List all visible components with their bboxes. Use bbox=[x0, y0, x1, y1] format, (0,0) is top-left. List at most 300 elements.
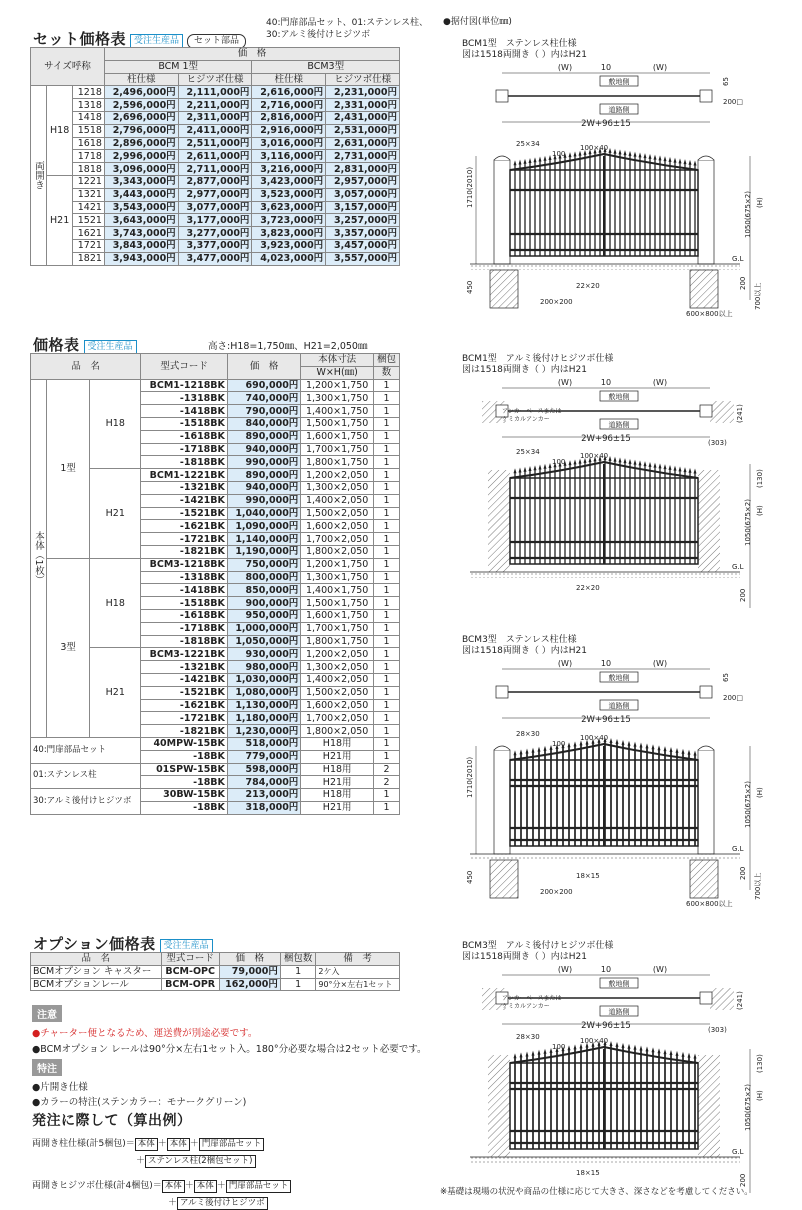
sikichi-label: 敷地側 bbox=[608, 980, 630, 988]
dimension: 1,600×1,750 bbox=[301, 430, 374, 443]
order-line-post: 両開き柱仕様(計5梱包)＝ 本体 ＋ 本体 ＋ 門扉部品セット bbox=[32, 1136, 291, 1151]
bar-spike bbox=[674, 158, 677, 163]
model-code: -18BK bbox=[141, 750, 228, 763]
bar-spike bbox=[544, 1049, 547, 1054]
option-code: BCM-OPR bbox=[161, 978, 219, 991]
post bbox=[494, 160, 510, 264]
post-cap bbox=[698, 156, 714, 160]
price-value: 2,531,000円 bbox=[326, 124, 400, 137]
dimension: 1,500×2,050 bbox=[301, 507, 374, 520]
price-value: 213,000円 bbox=[227, 789, 300, 802]
model-code: -1821BK bbox=[141, 725, 228, 738]
option-title-row bbox=[33, 933, 213, 954]
model-code: -1621BK bbox=[141, 699, 228, 712]
size-code: 1721 bbox=[73, 239, 105, 252]
dimension: 1,700×2,050 bbox=[301, 533, 374, 546]
wall-hatch bbox=[488, 470, 510, 572]
post bbox=[698, 750, 714, 854]
bar-spike bbox=[609, 148, 612, 153]
option-name: BCMオプションレール bbox=[31, 978, 162, 991]
price-value: 3,557,000円 bbox=[326, 252, 400, 265]
model-code: BCM3-1218BK bbox=[141, 558, 228, 571]
model-code: -1321BK bbox=[141, 661, 228, 674]
order-hiji-label: 両開きヒジツボ仕様(計4梱包)＝ bbox=[32, 1181, 162, 1191]
bar-spike bbox=[664, 1049, 667, 1054]
price-value: 2,616,000円 bbox=[252, 86, 326, 99]
price-value: 3,823,000円 bbox=[252, 227, 326, 240]
table-row bbox=[31, 111, 400, 124]
price-value: 2,831,000円 bbox=[326, 163, 400, 176]
bcm1-header: BCM 1型 bbox=[104, 60, 252, 73]
bar-spike bbox=[616, 1042, 619, 1047]
model-code: -1521BK bbox=[141, 686, 228, 699]
price-value: 3,357,000円 bbox=[326, 227, 400, 240]
width-dim: 2W+96±15 bbox=[581, 119, 631, 129]
price-value: 940,000円 bbox=[227, 443, 300, 456]
bar-spike bbox=[634, 152, 637, 157]
price-value: 2,996,000円 bbox=[104, 150, 178, 163]
pack-count: 1 bbox=[374, 609, 400, 622]
pack-count: 1 bbox=[374, 725, 400, 738]
price-value: 3,543,000円 bbox=[104, 201, 178, 214]
bar-spike bbox=[694, 1054, 697, 1059]
dim-200: 200 bbox=[739, 866, 747, 880]
order-box-stainless: ステンレス柱(2梱包セット) bbox=[145, 1155, 255, 1168]
price-value: 990,000円 bbox=[227, 456, 300, 469]
sikichi-label: 敷地側 bbox=[608, 78, 630, 86]
price-header: 価 格 bbox=[227, 354, 300, 380]
width-dim: 2W+96±15 bbox=[581, 434, 631, 444]
price-value: 3,643,000円 bbox=[104, 214, 178, 227]
bar-spike bbox=[684, 467, 687, 472]
model-code: BCM3-1221BK bbox=[141, 648, 228, 661]
dimension: 1,600×1,750 bbox=[301, 609, 374, 622]
ground-hatch bbox=[710, 988, 734, 1010]
order-box-body: 本体 bbox=[135, 1138, 158, 1151]
bar-spike bbox=[539, 157, 542, 162]
ten-label: 10 bbox=[600, 63, 612, 72]
pack-count: 1 bbox=[374, 737, 400, 750]
size-code: 1418 bbox=[73, 111, 105, 124]
h-label: (H) bbox=[756, 787, 764, 798]
ground bbox=[470, 264, 740, 270]
note-charter: ●チャーター便となるため、運送費が別途必要です。 bbox=[32, 1028, 258, 1039]
size-code: 1618 bbox=[73, 137, 105, 150]
usage: H18用 bbox=[301, 789, 374, 802]
model-code: 40MPW-15BK bbox=[141, 737, 228, 750]
price-header-row bbox=[31, 354, 400, 367]
bar-spike bbox=[610, 738, 613, 743]
post-dim: 100×40 bbox=[580, 144, 609, 152]
code-header: 型式コード bbox=[161, 953, 219, 966]
model-code: -1618BK bbox=[141, 430, 228, 443]
order-box-aluminum: アルミ後付けヒジツボ bbox=[177, 1197, 268, 1210]
price-value: 890,000円 bbox=[227, 469, 300, 482]
dim-header2: W×H(㎜) bbox=[301, 366, 374, 379]
post-size: 200□ bbox=[723, 98, 743, 106]
price-value: 3,116,000円 bbox=[252, 150, 326, 163]
size-header: サイズ呼称 bbox=[31, 48, 105, 86]
douro-label: 道路側 bbox=[608, 421, 630, 429]
price-value: 2,877,000円 bbox=[178, 175, 252, 188]
post-dim: 100 bbox=[552, 740, 566, 748]
pack-header2: 数 bbox=[374, 366, 400, 379]
price-value: 2,631,000円 bbox=[326, 137, 400, 150]
ground bbox=[470, 1157, 740, 1163]
price-value: 518,000円 bbox=[227, 737, 300, 750]
anchor-label: ケミカルアンカー bbox=[502, 1003, 550, 1010]
order-box-body: 本体 bbox=[167, 1138, 190, 1151]
post-dim: 100 bbox=[552, 1043, 566, 1051]
ground bbox=[470, 854, 740, 860]
price-value: 2,796,000円 bbox=[104, 124, 178, 137]
price-value: 3,157,000円 bbox=[326, 201, 400, 214]
set-parts-tag: セット部品 bbox=[187, 34, 246, 49]
dimension: 1,600×2,050 bbox=[301, 699, 374, 712]
dimension: 1,300×1,750 bbox=[301, 571, 374, 584]
bar-spike bbox=[640, 1046, 643, 1051]
pack-count: 1 bbox=[374, 584, 400, 597]
anchor-label: ケミカルアンカー bbox=[502, 416, 550, 423]
bar-spike bbox=[519, 468, 522, 473]
price-value: 750,000円 bbox=[227, 558, 300, 571]
bar-spike bbox=[646, 1046, 649, 1051]
pack-count: 1 bbox=[374, 405, 400, 418]
order-section bbox=[32, 1110, 291, 1210]
price-header: 価 格 bbox=[104, 48, 399, 61]
post-dim: 25×34 bbox=[516, 140, 540, 148]
price-value: 3,477,000円 bbox=[178, 252, 252, 265]
bar-spike bbox=[568, 1045, 571, 1050]
price-value: 1,050,000円 bbox=[227, 635, 300, 648]
pack-count: 1 bbox=[374, 712, 400, 725]
group-h21: H21 bbox=[47, 175, 73, 265]
figure-heading: ●据付図(単位㎜) bbox=[443, 17, 512, 27]
bar-spike bbox=[669, 157, 672, 162]
dim-header: 本体寸法 bbox=[301, 354, 374, 367]
table-row bbox=[31, 239, 400, 252]
post-header: 柱仕様 bbox=[104, 73, 178, 86]
post-dim: 25×34 bbox=[516, 448, 540, 456]
post-square bbox=[700, 992, 712, 1004]
anchor-label: アンカーベースまたは bbox=[502, 995, 562, 1002]
set-note bbox=[266, 17, 428, 41]
bar-spike bbox=[654, 463, 657, 468]
group-h18: H18 bbox=[47, 86, 73, 176]
table-row bbox=[31, 175, 400, 188]
price-value: 2,731,000円 bbox=[326, 150, 400, 163]
height-dim: 1710(2010) bbox=[466, 756, 474, 798]
bar-spike bbox=[526, 748, 529, 753]
table-row bbox=[31, 227, 400, 240]
group-h21: H21 bbox=[90, 648, 141, 738]
bar-spike bbox=[689, 468, 692, 473]
bar-spike bbox=[529, 466, 532, 471]
price-value: 2,211,000円 bbox=[178, 99, 252, 112]
price-value: 1,130,000円 bbox=[227, 699, 300, 712]
option-name: BCMオプション キャスター bbox=[31, 965, 162, 978]
bar-spike bbox=[534, 157, 537, 162]
pack-count: 1 bbox=[374, 622, 400, 635]
dim-130: (130) bbox=[756, 1054, 764, 1073]
dimension: 1,300×2,050 bbox=[301, 481, 374, 494]
ground-hatch bbox=[710, 401, 734, 423]
rail-dim: 18×15 bbox=[576, 1169, 600, 1177]
table-row bbox=[31, 965, 400, 978]
dim-450: 450 bbox=[466, 280, 474, 294]
bar-spike bbox=[520, 749, 523, 754]
price-value: 1,090,000円 bbox=[227, 520, 300, 533]
option-title: オプション価格表 bbox=[33, 935, 156, 953]
pack-count: 1 bbox=[374, 699, 400, 712]
price-value: 840,000円 bbox=[227, 417, 300, 430]
group-h18: H18 bbox=[90, 379, 141, 469]
w-label: (W) bbox=[652, 965, 668, 974]
bar-spike bbox=[514, 1053, 517, 1058]
bar-spike bbox=[634, 742, 637, 747]
post-square bbox=[700, 405, 712, 417]
price-title: 価格表 bbox=[33, 336, 80, 354]
dimension: 1,300×2,050 bbox=[301, 661, 374, 674]
bar-spike bbox=[628, 741, 631, 746]
footing bbox=[490, 860, 518, 898]
option-header-row bbox=[31, 953, 400, 966]
bar-spike bbox=[682, 749, 685, 754]
price-value: 2,496,000円 bbox=[104, 86, 178, 99]
code-header: 型式コード bbox=[141, 354, 228, 380]
height-dim: 1050(675×2) bbox=[744, 1084, 752, 1131]
special-heading: 特注 bbox=[32, 1059, 62, 1076]
set-price-title-row bbox=[33, 28, 246, 49]
price-value: 1,040,000円 bbox=[227, 507, 300, 520]
size-code: 1321 bbox=[73, 188, 105, 201]
model1-label: 1型 bbox=[47, 379, 90, 558]
model-code: -1418BK bbox=[141, 584, 228, 597]
price-value: 1,030,000円 bbox=[227, 673, 300, 686]
price-value: 1,080,000円 bbox=[227, 686, 300, 699]
order-line-hiji2: ＋ アルミ後付けヒジツボ bbox=[168, 1195, 291, 1210]
size-code: 1521 bbox=[73, 214, 105, 227]
pack-count: 1 bbox=[374, 520, 400, 533]
foundation-footnote: ※基礎は現場の状況や商品の仕様に応じて大きさ、深さなどを考慮してください。 bbox=[440, 1187, 753, 1197]
drawing-subtitle: 図は1518両開き（ ）内はH21 bbox=[462, 952, 587, 962]
h-label: (H) bbox=[756, 1090, 764, 1101]
bar-spike bbox=[574, 1044, 577, 1049]
notes-section bbox=[32, 1005, 426, 1108]
model-code: -1621BK bbox=[141, 520, 228, 533]
ten-label: 10 bbox=[600, 378, 612, 387]
bar-spike bbox=[532, 748, 535, 753]
bar-spike bbox=[538, 747, 541, 752]
pack-count: 1 bbox=[374, 481, 400, 494]
bar-spike bbox=[544, 156, 547, 161]
height-note: 高さ:H18=1,750㎜、H21=2,050㎜ bbox=[208, 341, 368, 352]
drawing-title: BCM3型 ステンレス柱仕様 bbox=[462, 635, 577, 645]
wall-hatch bbox=[698, 470, 720, 572]
post bbox=[494, 750, 510, 854]
size-code: 1218 bbox=[73, 86, 105, 99]
pack-count: 1 bbox=[374, 545, 400, 558]
group-h18: H18 bbox=[90, 558, 141, 648]
price-value: 2,716,000円 bbox=[252, 99, 326, 112]
anchor-label: アンカーベースまたは bbox=[502, 408, 562, 415]
dimension: 1,800×1,750 bbox=[301, 635, 374, 648]
price-value: 940,000円 bbox=[227, 481, 300, 494]
model-code: -18BK bbox=[141, 776, 228, 789]
price-value: 980,000円 bbox=[227, 661, 300, 674]
pack-count: 1 bbox=[374, 597, 400, 610]
post-dim: 100×40 bbox=[580, 734, 609, 742]
set-note-line1: 40:門扉部品セット、01:ステンレス柱、 bbox=[266, 18, 429, 28]
dim-303: (303) bbox=[708, 439, 727, 447]
bar-spike bbox=[568, 742, 571, 747]
pack-count: 1 bbox=[374, 635, 400, 648]
price-value: 3,096,000円 bbox=[104, 163, 178, 176]
table-row bbox=[31, 789, 400, 802]
bar-spike bbox=[629, 459, 632, 464]
sikichi-label: 敷地側 bbox=[608, 674, 630, 682]
table-row bbox=[31, 124, 400, 137]
drawing-title: BCM1型 アルミ後付けヒジツボ仕様 bbox=[462, 354, 614, 364]
h-label: (H) bbox=[756, 505, 764, 516]
dimension: 1,500×1,750 bbox=[301, 417, 374, 430]
price-value: 2,957,000円 bbox=[326, 175, 400, 188]
price-value: 2,111,000円 bbox=[178, 86, 252, 99]
model-code: -1418BK bbox=[141, 405, 228, 418]
bar-spike bbox=[684, 159, 687, 164]
post-dim: 100 bbox=[552, 458, 566, 466]
order-box-body: 本体 bbox=[162, 1180, 185, 1193]
gl-label: G.L bbox=[732, 845, 744, 853]
w-label: (W) bbox=[652, 63, 668, 72]
special-color: ●カラーの特注(ステンカラー：モナークグリーン) bbox=[32, 1097, 247, 1108]
dimension: 1,700×1,750 bbox=[301, 443, 374, 456]
dim-200: 200 bbox=[739, 588, 747, 602]
price-value: 3,843,000円 bbox=[104, 239, 178, 252]
dim-200: 200 bbox=[739, 276, 747, 290]
table-row bbox=[31, 737, 400, 750]
bar-spike bbox=[659, 155, 662, 160]
w-label: (W) bbox=[557, 659, 573, 668]
bar-spike bbox=[628, 1044, 631, 1049]
bar-spike bbox=[644, 153, 647, 158]
model-code: -1821BK bbox=[141, 545, 228, 558]
price-value: 598,000円 bbox=[227, 763, 300, 776]
bar-spike bbox=[676, 1051, 679, 1056]
usage: H18用 bbox=[301, 737, 374, 750]
pack-count: 1 bbox=[374, 673, 400, 686]
post-cap bbox=[698, 746, 714, 750]
rail-dim: 22×20 bbox=[576, 282, 600, 290]
bar-spike bbox=[670, 1050, 673, 1055]
model3-label: 3型 bbox=[47, 558, 90, 737]
bar-spike bbox=[694, 751, 697, 756]
douro-label: 道路側 bbox=[608, 1008, 630, 1016]
bar-spike bbox=[634, 1045, 637, 1050]
ten-label: 10 bbox=[600, 659, 612, 668]
bar-spike bbox=[639, 460, 642, 465]
set-price-table bbox=[30, 47, 400, 266]
gl-label: G.L bbox=[732, 255, 744, 263]
order-box-body: 本体 bbox=[194, 1180, 217, 1193]
price-value: 3,457,000円 bbox=[326, 239, 400, 252]
bar-spike bbox=[514, 160, 517, 165]
model-code: -18BK bbox=[141, 801, 228, 814]
gl-label: G.L bbox=[732, 563, 744, 571]
model-code: -1518BK bbox=[141, 597, 228, 610]
height-dim: 1050(675×2) bbox=[744, 499, 752, 546]
dimension: 1,700×2,050 bbox=[301, 712, 374, 725]
option-note: 90°分×左右1セット bbox=[316, 978, 400, 991]
bar-spike bbox=[514, 468, 517, 473]
price-tag: 受注生産品 bbox=[84, 340, 137, 355]
post-dim: 100×40 bbox=[580, 452, 609, 460]
made-to-order-tag: 受注生産品 bbox=[130, 34, 183, 49]
table-row bbox=[31, 99, 400, 112]
bar-spike bbox=[652, 744, 655, 749]
price-value: 3,343,000円 bbox=[104, 175, 178, 188]
dimension: 1,400×2,050 bbox=[301, 494, 374, 507]
bar-spike bbox=[524, 159, 527, 164]
bar-spike bbox=[624, 150, 627, 155]
dimension: 1,500×1,750 bbox=[301, 597, 374, 610]
bar-spike bbox=[610, 1041, 613, 1046]
post-dim: 28×30 bbox=[516, 1033, 540, 1041]
special-single: ●片開き仕様 bbox=[32, 1082, 88, 1093]
pack-count: 1 bbox=[374, 507, 400, 520]
pack-count: 1 bbox=[374, 789, 400, 802]
height-dim: 1710(2010) bbox=[466, 166, 474, 208]
dimension: 1,400×1,750 bbox=[301, 584, 374, 597]
table-row bbox=[31, 252, 400, 265]
pack-count: 2 bbox=[374, 763, 400, 776]
bar-spike bbox=[658, 745, 661, 750]
height-dim: 1050(675×2) bbox=[744, 781, 752, 828]
gl-label: G.L bbox=[732, 1148, 744, 1156]
dimension: 1,200×2,050 bbox=[301, 469, 374, 482]
model-code: -1318BK bbox=[141, 392, 228, 405]
pack-count: 1 bbox=[374, 648, 400, 661]
bar-spike bbox=[529, 158, 532, 163]
table-row bbox=[31, 188, 400, 201]
usage: H21用 bbox=[301, 776, 374, 789]
table-row bbox=[31, 163, 400, 176]
bcm3-header: BCM3型 bbox=[252, 60, 400, 73]
price-value: 2,311,000円 bbox=[178, 111, 252, 124]
pack-count: 1 bbox=[374, 456, 400, 469]
footing bbox=[490, 270, 518, 308]
table-row bbox=[31, 86, 400, 99]
price-value: 3,277,000円 bbox=[178, 227, 252, 240]
pack-count: 1 bbox=[374, 686, 400, 699]
set-note-line2: 30:アルミ後付けヒジツボ bbox=[266, 30, 371, 40]
hiji-header: ヒジツボ仕様 bbox=[178, 73, 252, 86]
post-square bbox=[496, 686, 508, 698]
post-square bbox=[496, 90, 508, 102]
size-code: 1518 bbox=[73, 124, 105, 137]
bar-spike bbox=[514, 750, 517, 755]
footing bbox=[690, 270, 718, 308]
price-value: 779,000円 bbox=[227, 750, 300, 763]
price-value: 2,596,000円 bbox=[104, 99, 178, 112]
bar-spike bbox=[639, 152, 642, 157]
bar-spike bbox=[614, 457, 617, 462]
part-name: 40:門扉部品セット bbox=[31, 737, 141, 763]
drawing-subtitle: 図は1518両開き（ ）内はH21 bbox=[462, 365, 587, 375]
dim-450: 450 bbox=[466, 870, 474, 884]
pack-count: 1 bbox=[374, 430, 400, 443]
bar-spike bbox=[538, 1050, 541, 1055]
